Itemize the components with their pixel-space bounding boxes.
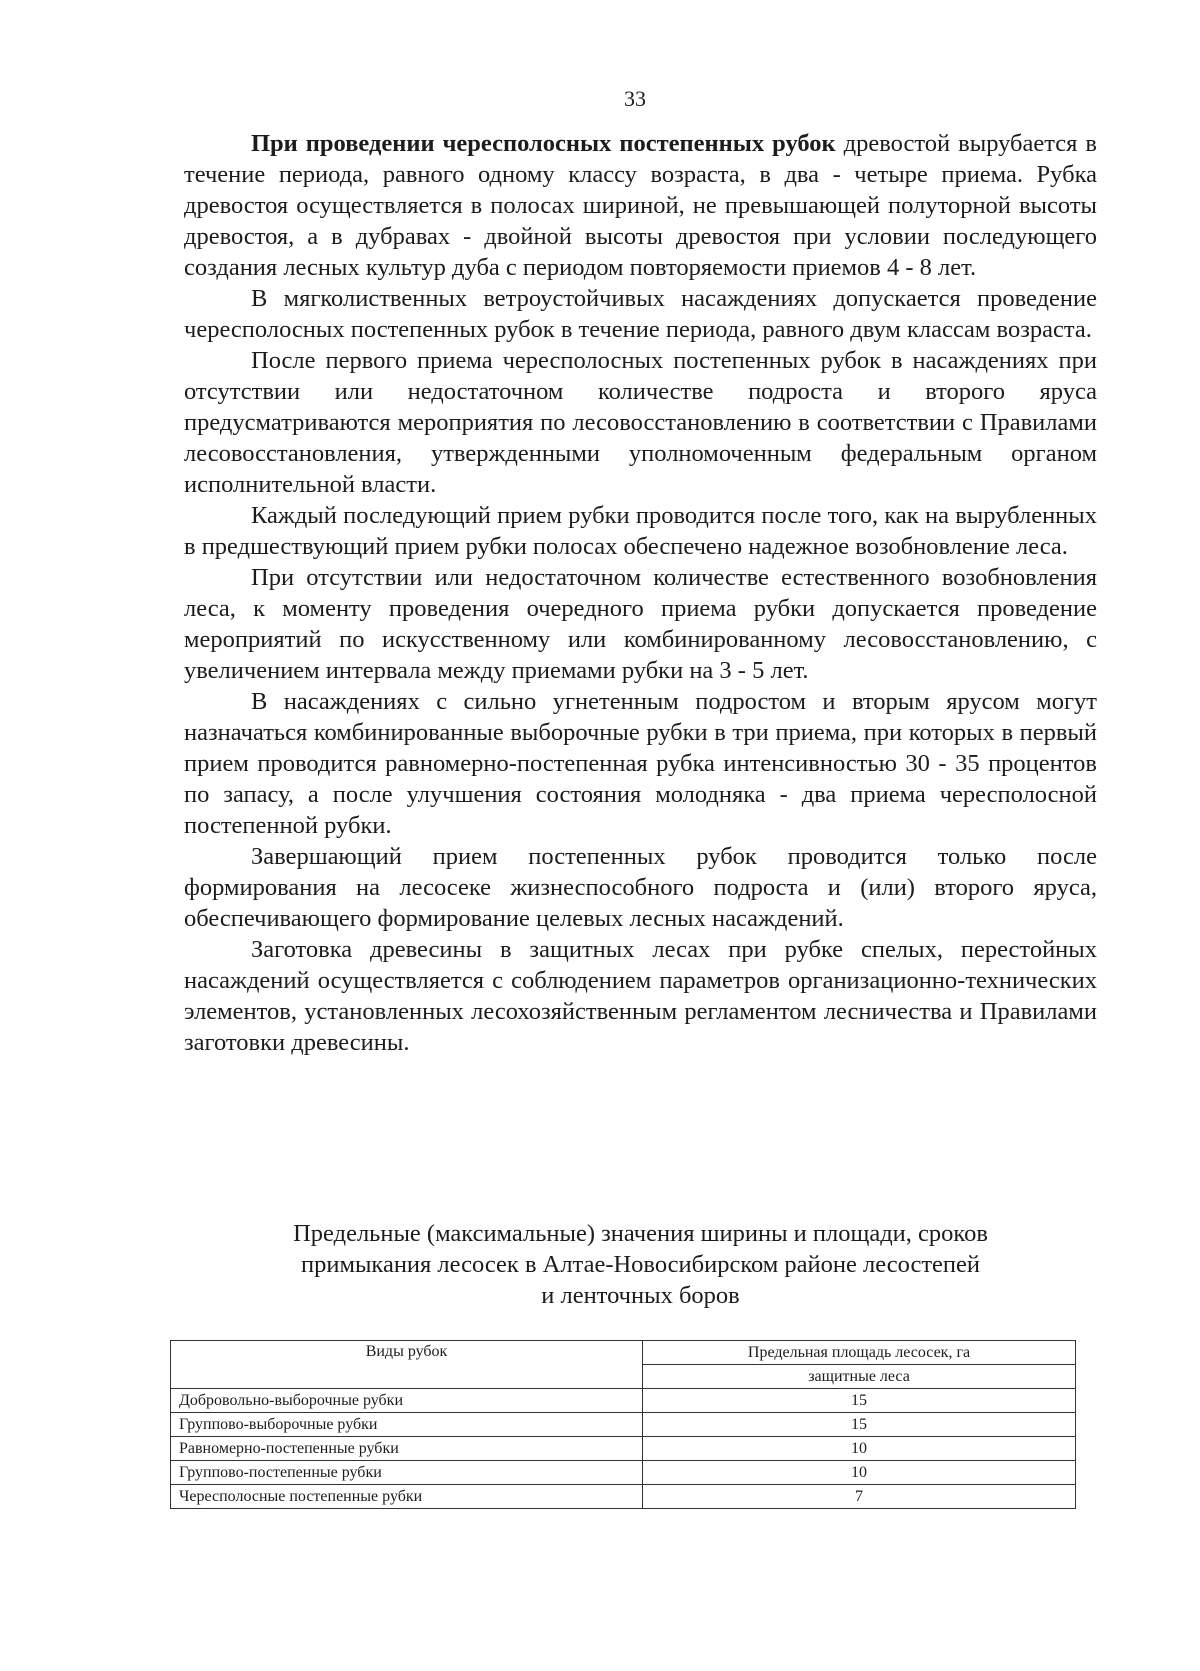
cell-cutting-type: Добровольно-выборочные рубки bbox=[171, 1389, 643, 1413]
header-cutting-type: Виды рубок bbox=[171, 1341, 643, 1389]
table-caption bbox=[184, 1218, 1097, 1311]
page-number: 33 bbox=[624, 86, 646, 111]
table-caption-line-3: и ленточных боров bbox=[541, 1282, 740, 1309]
table-row bbox=[171, 1437, 1076, 1461]
cell-area: 15 bbox=[643, 1389, 1076, 1413]
table-row bbox=[171, 1413, 1076, 1437]
paragraph-2: В мягколиственных ветроустойчивых насаждениях допускается проведение чересполосных постепенных рубок в течение периода, равного двум классам возраста. bbox=[184, 285, 1097, 343]
table-header-row bbox=[171, 1341, 1076, 1365]
paragraph-1-bold-lead: При проведении чересполосных постепенных рубок bbox=[251, 130, 836, 157]
cell-area: 10 bbox=[643, 1437, 1076, 1461]
paragraph-6: В насаждениях с сильно угнетенным подростом и вторым ярусом могут назначаться комбинированные выборочные рубки в три приема, при которых в первый прием проводится равномерно-постепенная рубка интенсивностью 30 - 35 процентов по запасу, а после улучшения состояния молодняка - два приема чересполосной постепенной рубки. bbox=[184, 688, 1097, 839]
paragraph-3: После первого приема чересполосных постепенных рубок в насаждениях при отсутствии или недостаточном количестве подроста и второго яруса предусматриваются мероприятия по лесовосстановлению в соответствии с Правилами лесовосстановления, утвержденными уполномоченным федеральным органом исполнительной власти. bbox=[184, 347, 1097, 498]
cell-cutting-type: Чересполосные постепенные рубки bbox=[171, 1485, 643, 1509]
cell-cutting-type: Равномерно-постепенные рубки bbox=[171, 1437, 643, 1461]
paragraph-4: Каждый последующий прием рубки проводится после того, как на вырубленных в предшествующий прием рубки полосах обеспечено надежное возобновление леса. bbox=[184, 502, 1097, 560]
paragraph-5: При отсутствии или недостаточном количестве естественного возобновления леса, к моменту проведения очередного приема рубки допускается проведение мероприятий по искусственному или комбинированному лесовосстановлению, с увеличением интервала между приемами рубки на 3 - 5 лет. bbox=[184, 564, 1097, 684]
paragraph-1 bbox=[184, 128, 1097, 283]
cell-area: 15 bbox=[643, 1413, 1076, 1437]
table-row bbox=[171, 1485, 1076, 1509]
cutting-limits-table bbox=[170, 1340, 1076, 1509]
table-caption-line-2: примыкания лесосек в Алтае-Новосибирском районе лесостепей bbox=[300, 1251, 981, 1278]
cell-area: 10 bbox=[643, 1461, 1076, 1485]
paragraph-8: Заготовка древесины в защитных лесах при рубке спелых, перестойных насаждений осуществляется с соблюдением параметров организационно-технических элементов, установленных лесохозяйственным регламентом лесничества и Правилами заготовки древесины. bbox=[184, 936, 1097, 1056]
table-row bbox=[171, 1389, 1076, 1413]
subheader-protective-forests: защитные леса bbox=[643, 1365, 1076, 1389]
header-max-area: Предельная площадь лесосек, га bbox=[643, 1341, 1076, 1365]
body-text bbox=[184, 128, 1097, 1058]
cell-cutting-type: Группово-постепенные рубки bbox=[171, 1461, 643, 1485]
table-caption-line-1: Предельные (максимальные) значения ширины и площади, сроков bbox=[293, 1220, 988, 1247]
cell-cutting-type: Группово-выборочные рубки bbox=[171, 1413, 643, 1437]
table-row bbox=[171, 1461, 1076, 1485]
paragraph-7: Завершающий прием постепенных рубок проводится только после формирования на лесосеке жизнеспособного подроста и (или) второго яруса, обеспечивающего формирование целевых лесных насаждений. bbox=[184, 843, 1097, 932]
cell-area: 7 bbox=[643, 1485, 1076, 1509]
paragraph-1-text: древостой вырубается в течение периода, равного одному классу возраста, в два - четыре приема. Рубка древостоя осуществляется в полосах шириной, не превышающей полуторной высоты древостоя, а в дубравах - двойной высоты древостоя при условии последующего создания лесных культур дуба с периодом повторяемости приемов 4 - 8 лет. bbox=[184, 130, 1097, 281]
